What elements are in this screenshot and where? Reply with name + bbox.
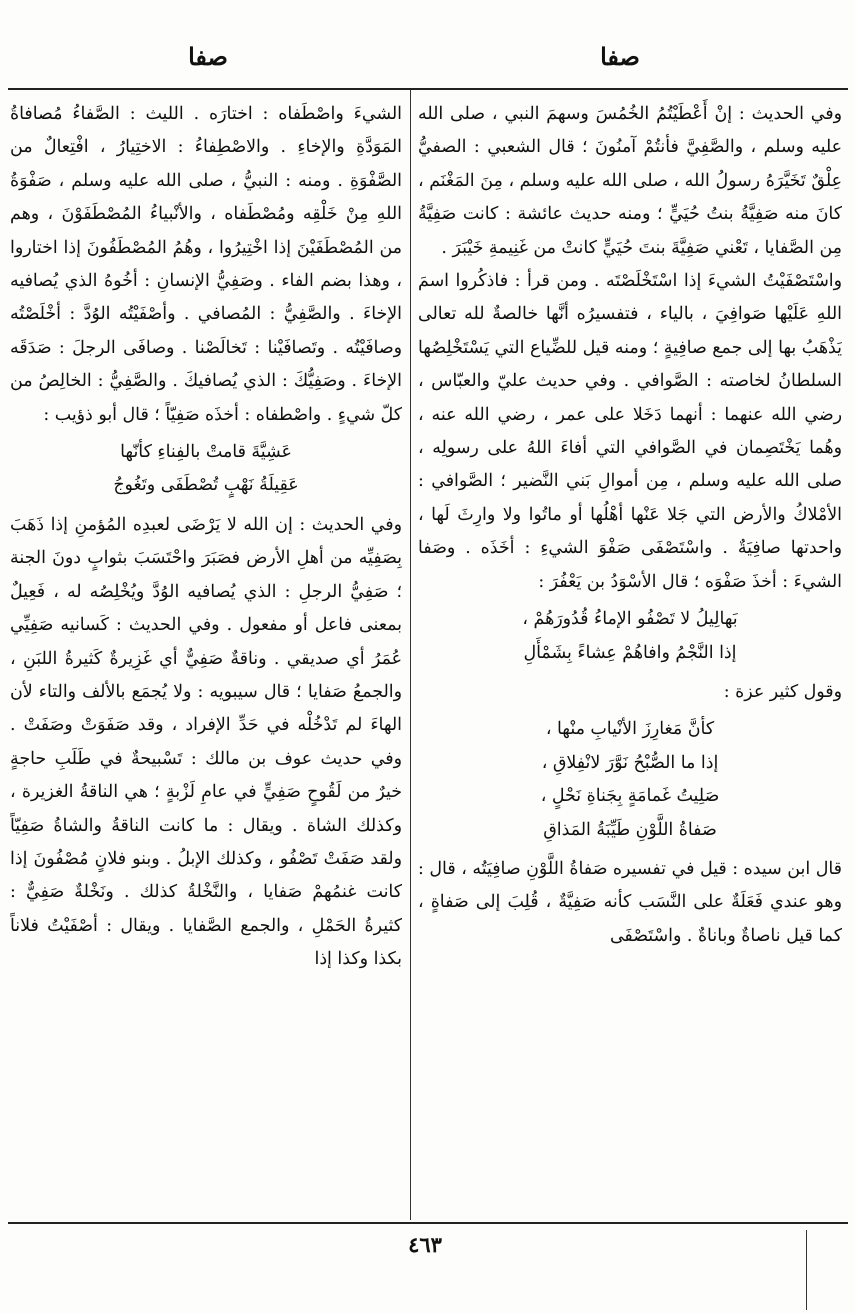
verse-line: كأنَّ مَغارِزَ الأنْيابِ منْها ، <box>545 719 715 740</box>
footer-rule <box>8 1222 848 1224</box>
margin-bracket <box>806 1230 807 1310</box>
left-column <box>10 98 402 1214</box>
right-column <box>418 98 842 1214</box>
verse-line: إذا النَّجْمُ وافاهُمْ عِشاءً بِشَمْأَلِ <box>523 642 737 663</box>
verse-block <box>418 713 842 847</box>
verse-line: عَشِيَّةَ قامتْ بالفِناءِ كأنّها <box>120 442 292 463</box>
paragraph: واسْتَصْفَيْتُ الشيءَ إذا اسْتَخْلَصْتَه . ومن قرأ : فاذكُروا اسمَ اللهِ عَلَيْها صَوافِيَ ، بالياء ، فتفسيرُه أنَّها خالصةٌ لله تعالى يَذْهَبُ بها إلى جمع صافِيةٍ ؛ ومنه قيل للضِّياع التي يَسْتَخْلِصُها السلطانُ لخاصته : الصَّوافي . وفي حديث عليّ والعبّاس ، رضي الله عنهما : أنهما دَخَلا على عمر ، رضي الله عنه ، وهُما يَخْتَصِمان في الصَّوافي التي أفاءَ اللهُ على رسولِه ، صلى الله عليه وسلم ، مِن أموالِ بَني النَّضير ؛ الصَّوافي : الأمْلاكُ والأرض التي جَلا عَنْها أهْلُها أو ماتُوا ولا وارِثَ لَها ، واحدتها صافِيَةٌ . واسْتَصْفَى صَفْوَ الشيءِ : أخَذَه . وصَفا الشيءَ : أخذَ صَفْوَه ؛ قال الأسْوَدُ بن يَعْفُرَ : <box>418 271 842 592</box>
paragraph: وقول كثير عزة : <box>723 681 842 702</box>
column-divider <box>410 90 411 1220</box>
paragraph: الشيءَ واصْطَفاه : اختارَه . الليث : الصَّفاءُ مُصافاةُ المَوَدَّةِ والإخاءِ . والاصْطِفاءُ : الاختِيارُ ، افْتِعالٌ من الصَّفْوَةِ . ومنه : النبيُّ ، صلى الله عليه وسلم ، صَفْوَةُ اللهِ مِنْ خَلْقِه ومُصْطَفاه ، والأنْبياءُ المُصْطَفَوْنَ ، وهم من المُصْطَفَيْنَ إذا اخْتِيرُوا ، وهُمُ المُصْطَفُونَ إذا اختاروا ، وهذا بضم الفاء . وصَفِيُّ الإنسانِ : أخُوهُ الذي يُصافيه الإخاءَ . والصَّفِيُّ : المُصافي . وأصْفَيْتُه الوُدَّ : أخْلَصْتُه وصافَيْتُه . وتَصافَيْنا : تَخالَصْنا . وصافَى الرجلَ : صَدَقَه الإخاءَ . وصَفِيُّكَ : الذي يُصافيكَ . والصَّفِيُّ : الخالِصُ من كلّ شيءٍ . واصْطفاه : أخذَه صَفِيّاً ؛ قال أبو ذؤيب : <box>10 104 402 425</box>
paragraph: قال ابن سيده : قيل في تفسيره صَفاةُ اللَّوْنِ صافِيَتُه ، قال : وهو عندي فَعَلَةٌ على النَّسَب كأنه صَفِيَّةٌ ، قُلِبَ إلى صَفاةٍ ، كما قيل ناصاةٌ وباناةٌ . واسْتَصْفَى <box>418 858 842 946</box>
running-head-right: صفا <box>600 42 640 71</box>
verse-block <box>418 603 842 670</box>
paragraph: وفي الحديث : إنْ أَعْطَيْتُمُ الخُمُسَ وسهمَ النبي ، صلى الله عليه وسلم ، والصَّفِيَّ فأنتُمْ آمنُونَ ؛ قال الشعبي : الصفيُّ عِلْقٌ تَخَيَّرَهُ رسولُ الله ، صلى الله عليه وسلم ، مِنَ المَغْنَم ، كانَ منه صَفِيَّةُ بنتُ حُيَيٍّ ؛ ومنه حديث عائشة : كانت صَفِيَّةُ مِن الصَّفايا ، تَعْني صَفِيَّةَ بنتَ حُيَيٍّ كانتْ من غَنِيمةِ خَيْبَرَ . <box>418 104 842 258</box>
header-rule <box>8 88 848 90</box>
verse-line: بَهالِيلُ لا تَصْفُو الإماءُ قُدُورَهُمْ ، <box>522 609 738 630</box>
running-head-left: صفا <box>188 42 228 71</box>
paragraph: وفي الحديث : إن الله لا يَرْضَى لعبدِه المُؤمنِ إذا ذَهَبَ بِصَفِيِّه من أهلِ الأرض فصَبَرَ واحْتَسَبَ بثوابٍ دونَ الجنة ؛ صَفِيُّ الرجلِ : الذي يُصافيه الوُدَّ ويُخْلِصُه له ، فَعِيلٌ بمعنى فاعل أو مفعول . وفي الحديث : كَسانيه صَفِيِّي عُمَرُ أي صديقي . وناقةٌ صَفِيٌّ أي غَزِيرةٌ كَثيرةُ اللبَنِ ، والجمعُ صَفايا ؛ قال سيبويه : ولا يُجمَع بالألف والتاء لأن الهاءَ لم تَدْخُلْه في حَدِّ الإفراد ، وقد صَفَوَتْ وصَفَتْ . وفي حديث عوف بن مالك : تَسْبيحةٌ في طَلَبِ حاجةٍ خيرٌ من لَقُوحٍ صَفِيٍّ في عامِ لَزْبةٍ ؛ هي الناقةُ الغزيرة ، وكذلك الشاة . ويقال : ما كانت الناقةُ والشاةُ صَفِيّاً ولقد صَفَتْ تَصْفُو ، وكذلك الإبلُ . وبنو فلانٍ مُصْفُونَ إذا كانت غنمُهمْ صَفايا ، والنَّخْلةُ كذلك . ونَخْلةٌ صَفِيٌّ : كثيرةُ الحَمْلِ ، والجمع الصَّفايا . ويقال : أصْفَيْتُ فلاناً بكذا وكذا إذا <box>10 514 402 970</box>
page-number: ٤٦٣ <box>408 1232 442 1257</box>
verse-line: إذا ما الصُّبْحُ نَوَّرَ لانْفِلاقِ ، <box>541 752 719 773</box>
verse-line: صَفاةُ اللَّوْنِ طَيِّبَةُ المَذاقِ <box>543 819 717 840</box>
verse-block <box>10 436 402 503</box>
verse-line: صَلِيتُ غَمامَةٍ بِجَناةِ نَحْلٍ ، <box>540 786 720 807</box>
verse-line: عَقِيلَةُ نَهْبٍ تُصْطَفَى وتَغُوجُ <box>113 475 299 496</box>
